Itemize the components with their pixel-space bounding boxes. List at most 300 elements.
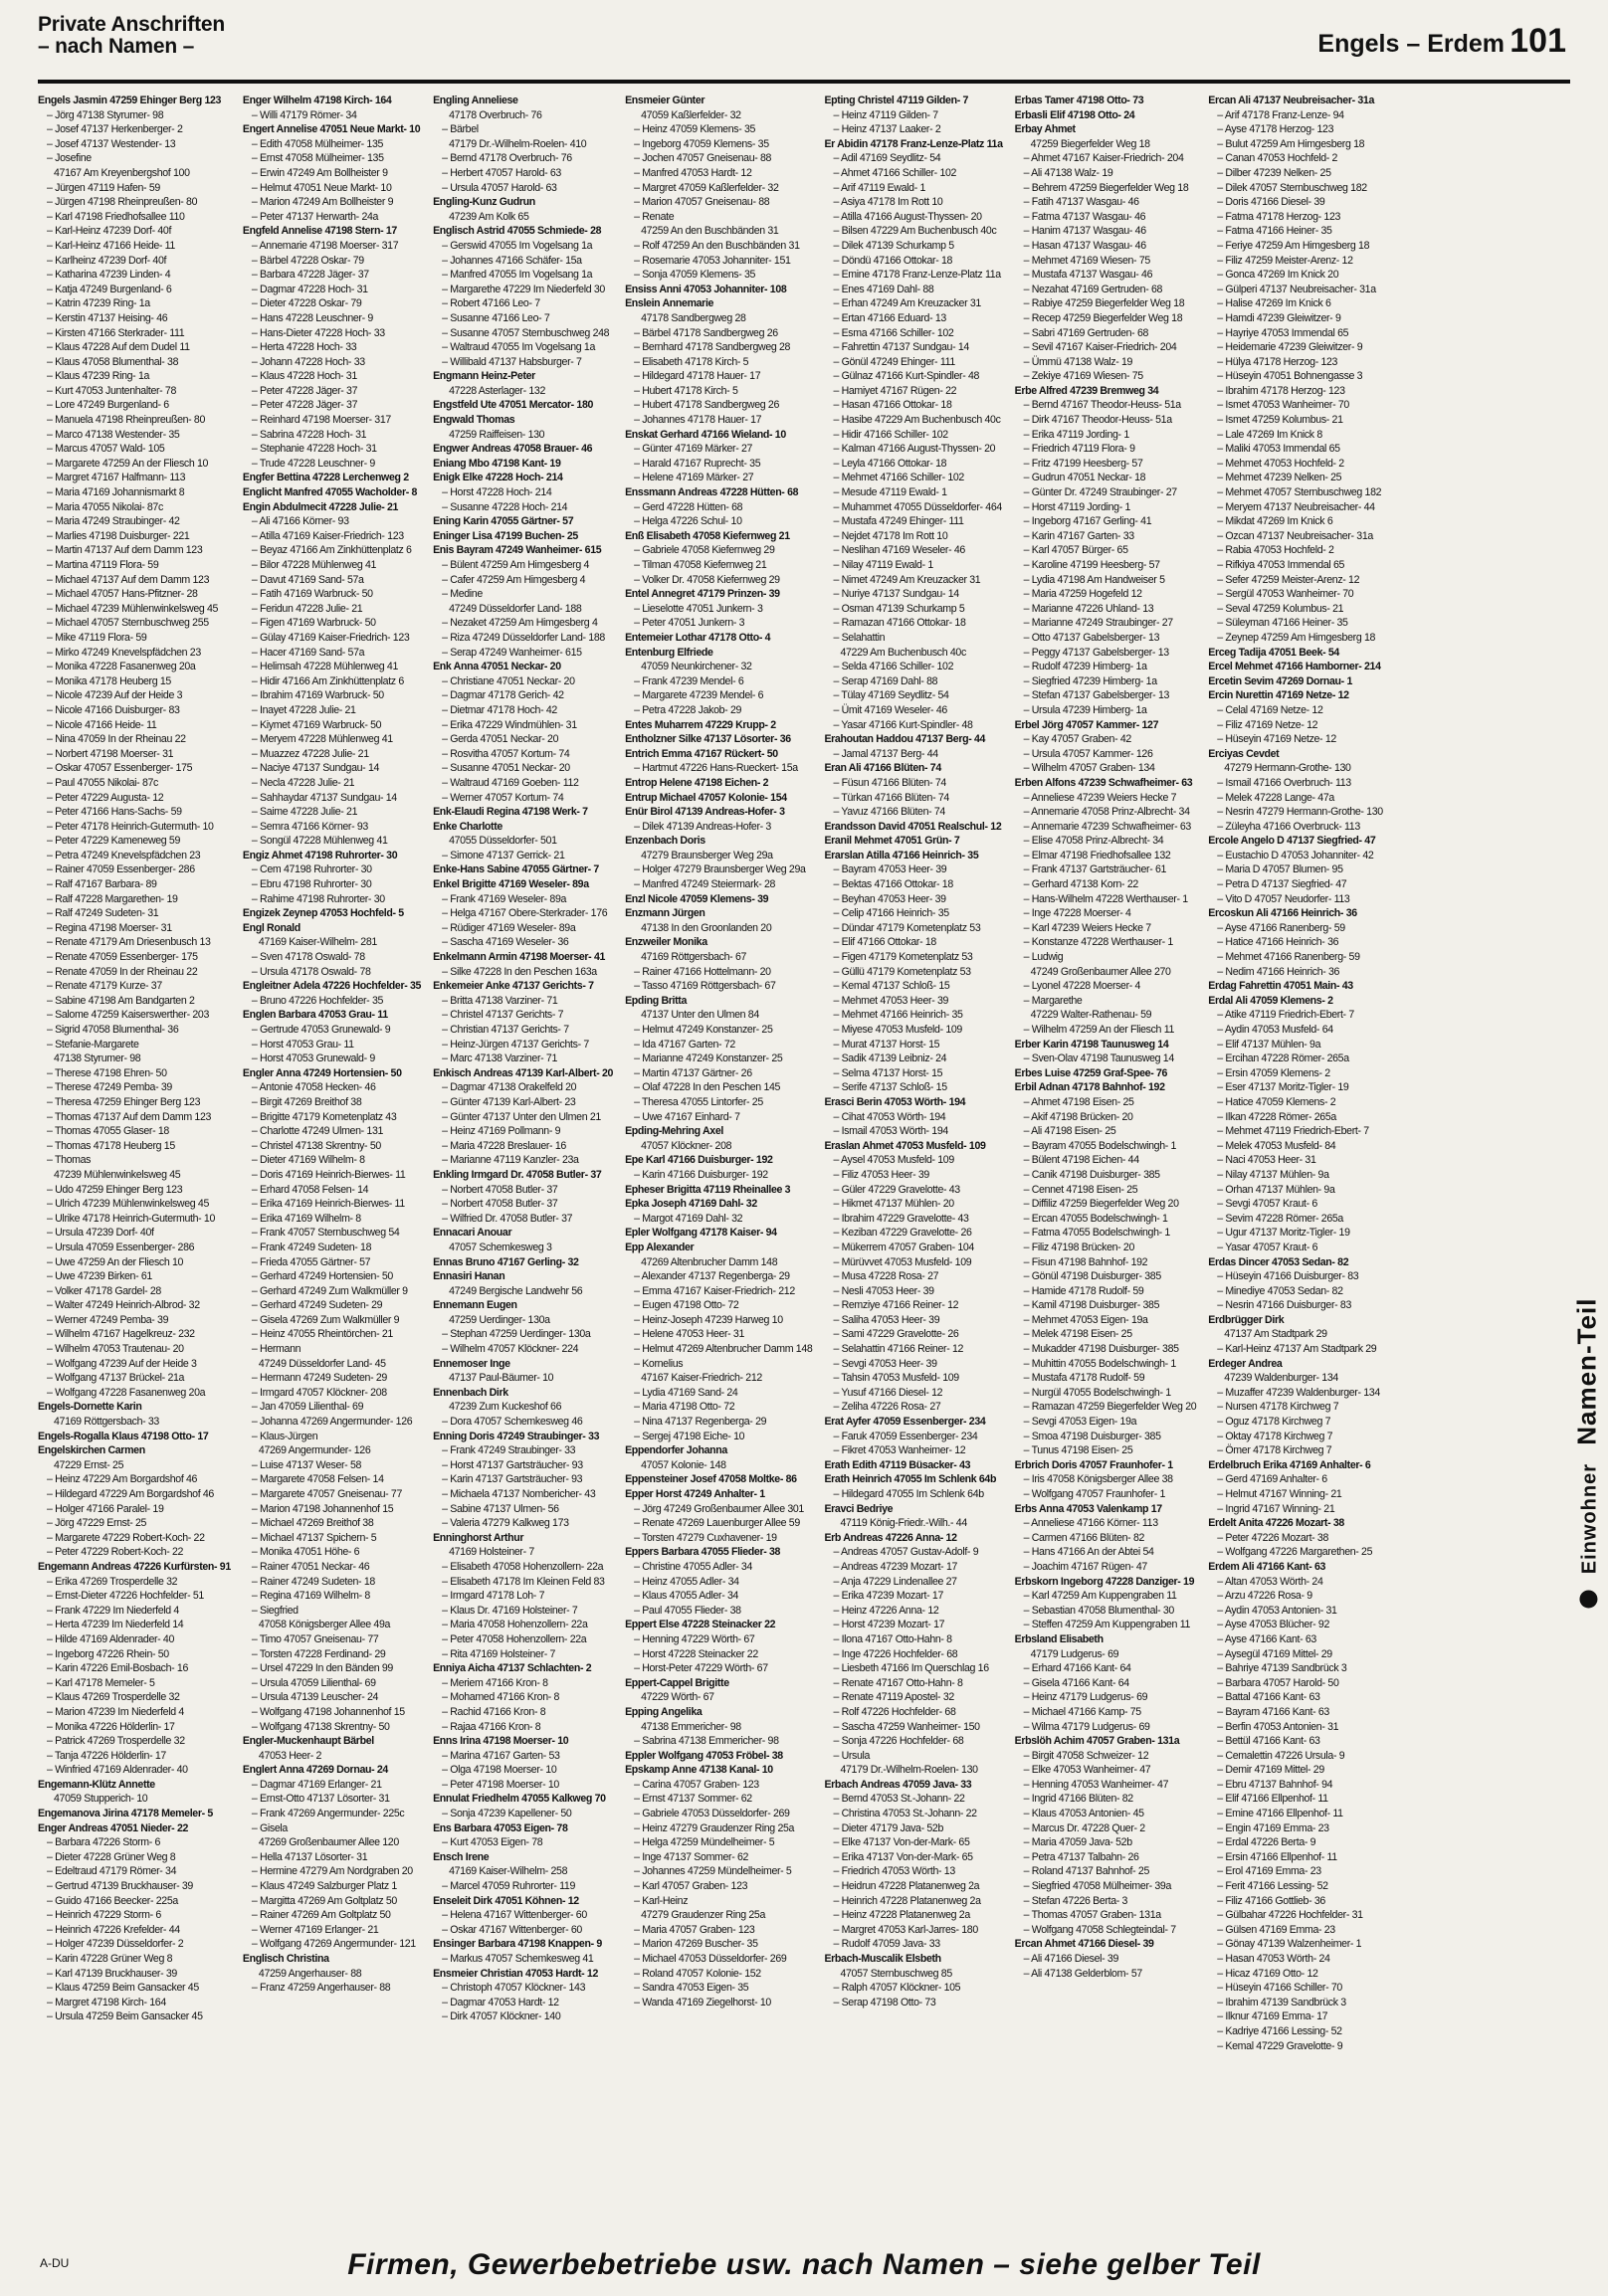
directory-entry: – Christiane 47051 Neckar- 20 [442, 674, 575, 687]
directory-entry: – Hasan 47053 Wörth- 24 [1217, 1953, 1330, 1965]
directory-entry: – Cemalettin 47226 Ursula- 9 [1217, 1749, 1345, 1762]
directory-entry: – Marco 47138 Westender- 35 [47, 428, 180, 441]
directory-entry: – Jörg 47138 Styrumer- 98 [47, 108, 164, 121]
directory-entry: Erbslöh Achim 47057 Graben- 131a [1014, 1735, 1180, 1748]
directory-entry: Erdem Ali 47166 Kant- 63 [1208, 1560, 1326, 1573]
directory-entry: Eppers Barbara 47055 Flieder- 38 [625, 1546, 781, 1559]
directory-entry: – Oskar 47057 Essenberger- 175 [47, 762, 193, 775]
directory-entry: – Gertrud 47139 Bruckhauser- 39 [47, 1880, 193, 1893]
directory-entry: Ensiss Anni 47053 Johanniter- 108 [625, 283, 787, 295]
directory-entry: – Mikdat 47269 Im Knick 6 [1217, 515, 1333, 528]
directory-entry: – Christel 47137 Gerichts- 7 [442, 1009, 564, 1022]
directory-entry: – Petra 47249 Knevelspfädchen 23 [47, 849, 201, 861]
directory-entry: 47138 Emmericher- 98 [641, 1720, 741, 1733]
directory-entry: 47229 Am Buchenbusch 40c [840, 646, 966, 659]
directory-entry: – Ahmet 47198 Eisen- 25 [1023, 1095, 1134, 1108]
directory-entry: – Willi 47179 Römer- 34 [251, 108, 357, 121]
directory-entry: – Filiz 47166 Gottlieb- 36 [1217, 1894, 1325, 1907]
directory-entry: – Selahattin [833, 631, 886, 644]
directory-entry: – Karl-Heinz 47137 Am Stadtpark 29 [1217, 1343, 1377, 1356]
directory-entry: – Hüseyin 47166 Schiller- 70 [1217, 1982, 1342, 1995]
directory-entry: – Ilona 47167 Otto-Hahn- 8 [833, 1632, 952, 1645]
directory-entry: Engleitner Adela 47226 Hochfelder- 35 [242, 980, 422, 993]
directory-entry: – Sven-Olav 47198 Taunusweg 14 [1023, 1052, 1174, 1065]
directory-entry: Engling-Kunz Gudrun [433, 196, 535, 209]
directory-entry: 47229 Walter-Rathenau- 59 [1030, 1009, 1152, 1022]
directory-entry: – Ahmet 47167 Kaiser-Friedrich- 204 [1023, 152, 1184, 165]
directory-entry: Engwald Thomas [433, 414, 515, 427]
directory-entry: 47259 Uerdinger- 130a [449, 1313, 550, 1326]
directory-entry: – Friedrich 47053 Wörth- 13 [833, 1865, 955, 1878]
directory-entry: – Maria 47228 Breslauer- 16 [442, 1139, 566, 1152]
directory-entry: – Erika 47169 Heinrich-Bierwes- 11 [251, 1198, 405, 1211]
directory-entry: – Petra 47228 Jakob- 29 [634, 703, 742, 716]
directory-entry: – Klaus 47055 Adler- 34 [634, 1590, 739, 1603]
directory-entry: Enis Bayram 47249 Wanheimer- 615 [433, 544, 602, 557]
directory-entry: Engelskirchen Carmen [38, 1444, 145, 1457]
directory-entry: 47269 Altenbrucher Damm 148 [641, 1255, 778, 1268]
directory-entry: – Susanne 47166 Leo- 7 [442, 311, 550, 324]
directory-entry: – Kirsten 47166 Sterkrader- 111 [47, 326, 185, 339]
directory-entry: – Ida 47167 Garten- 72 [634, 1038, 735, 1051]
directory-entry: – Michael 47053 Düsseldorfer- 269 [634, 1953, 787, 1965]
directory-entry: – Jan 47059 Lilienthal- 69 [251, 1401, 364, 1414]
directory-entry: – Ersin 47166 Ellpenhof- 11 [1217, 1850, 1337, 1863]
directory-entry: – Dieter 47228 Grüner Weg 8 [47, 1850, 176, 1863]
directory-entry: – Stephanie 47228 Hoch- 31 [251, 443, 377, 456]
directory-entry: – Wilhelm 47259 An der Fliesch 11 [1023, 1024, 1174, 1036]
directory-entry: – Peter 47058 Hohenzollern- 22a [442, 1632, 587, 1645]
directory-entry: – Ismail 47166 Overbruch- 113 [1217, 776, 1351, 789]
directory-entry: – Dirk 47167 Theodor-Heuss- 51a [1023, 414, 1172, 427]
directory-entry: – Güllü 47179 Kometenplatz 53 [833, 965, 971, 978]
directory-entry: – Lydia 47198 Am Handweiser 5 [1023, 573, 1165, 586]
directory-entry: – Smoa 47198 Duisburger- 385 [1023, 1430, 1161, 1442]
directory-entry: – Ernst-Dieter 47226 Hochfelder- 51 [47, 1590, 204, 1603]
directory-entry: – Elmar 47198 Friedhofsallee 132 [1023, 849, 1171, 861]
directory-entry: – Michaela 47137 Nombericher- 43 [442, 1488, 596, 1500]
directory-entry: – Oskar 47167 Wittenberger- 60 [442, 1923, 582, 1936]
directory-entry: – Ralf 47228 Margarethen- 19 [47, 892, 178, 905]
directory-entry: – Wilma 47179 Ludgerus- 69 [1023, 1720, 1150, 1733]
directory-entry: – Jochen 47057 Gneisenau- 88 [634, 152, 772, 165]
directory-entry: – Marianne 47249 Straubinger- 27 [1023, 617, 1173, 630]
directory-entry: – Manuela 47198 Rheinpreußen- 80 [47, 414, 206, 427]
directory-entry: – Filiz 47169 Netze- 12 [1217, 718, 1318, 731]
directory-entry: – Michael 47269 Breithof 38 [251, 1517, 374, 1530]
directory-entry: Eppensteiner Josef 47058 Moltke- 86 [625, 1473, 797, 1486]
directory-entry: Engemanova Jirina 47178 Memeler- 5 [38, 1808, 213, 1820]
directory-entry: – Willibald 47137 Habsburger- 7 [442, 355, 582, 368]
directory-entry: – Nesrin 47166 Duisburger- 83 [1217, 1299, 1351, 1312]
directory-entry: – Ingrid 47166 Blüten- 82 [1023, 1793, 1133, 1806]
directory-entry: Erbrich Doris 47057 Fraunhofer- 1 [1014, 1458, 1173, 1471]
directory-entry: – Margarete 47229 Robert-Koch- 22 [47, 1531, 205, 1544]
directory-entry: – Esma 47166 Schiller- 102 [833, 326, 954, 339]
directory-entry: – Ercan 47055 Bodelschwingh- 1 [1023, 1212, 1168, 1225]
directory-entry: – Hubert 47178 Sandbergweg 26 [634, 399, 779, 412]
directory-entry: – Füsun 47166 Blüten- 74 [833, 776, 946, 789]
directory-entry: – Sevgi 47053 Eigen- 19a [1023, 1416, 1137, 1429]
directory-entry: – Canan 47053 Hochfeld- 2 [1217, 152, 1338, 165]
directory-entry: – Peter 47228 Jäger- 37 [251, 399, 358, 412]
directory-entry: – Ali 47198 Eisen- 25 [1023, 1125, 1116, 1138]
directory-entry: – Rudolf 47059 Java- 33 [833, 1938, 940, 1951]
directory-entry: – Ibrahim 47139 Sandbrück 3 [1217, 1996, 1346, 2009]
directory-entry: – Gönay 47139 Walzenheimer- 1 [1217, 1938, 1362, 1951]
directory-entry: – Bayram 47053 Heer- 39 [833, 863, 947, 876]
directory-entry: – Werner 47057 Kortum- 74 [442, 791, 564, 804]
directory-entry: Ennacari Anouar [433, 1227, 512, 1240]
directory-entry: – Fisun 47198 Bahnhof- 192 [1023, 1255, 1148, 1268]
directory-entry: Engler Anna 47249 Hortensien- 50 [242, 1066, 402, 1079]
directory-entry: – Elisabeth 47058 Hohenzollern- 22a [442, 1560, 604, 1573]
directory-entry: – Renate 47179 Kurze- 37 [47, 980, 162, 993]
directory-entry: – Dagmar 47169 Erlanger- 21 [251, 1778, 382, 1791]
directory-entry: – Frieda 47055 Gärtner- 57 [251, 1255, 371, 1268]
directory-entry: – Heinz 47179 Ludgerus- 69 [1023, 1691, 1148, 1704]
directory-entry: – Maria 47057 Graben- 123 [634, 1923, 755, 1936]
directory-entry: – Robert 47166 Leo- 7 [442, 297, 540, 310]
page-number: 101 [1509, 22, 1566, 60]
directory-entry: – Salome 47259 Kaiserswerther- 203 [47, 1009, 209, 1022]
directory-entry: – Bruno 47226 Hochfelder- 35 [251, 994, 384, 1007]
directory-entry: 47137 Am Stadtpark 29 [1224, 1328, 1327, 1341]
directory-entry: – Mirko 47249 Knevelspfädchen 23 [47, 646, 201, 659]
directory-entry: – Yavuz 47166 Blüten- 74 [833, 806, 945, 819]
directory-entry: 47279 Hermann-Grothe- 130 [1224, 762, 1351, 775]
directory-entry: – Lieselotte 47051 Junkern- 3 [634, 602, 763, 615]
directory-entry: – Günter 47137 Unter den Ulmen 21 [442, 1110, 601, 1123]
directory-entry: Erbas Tamer 47198 Otto- 73 [1014, 95, 1144, 106]
directory-entry: – Werner 47249 Pemba- 39 [47, 1313, 169, 1326]
directory-entry: Enger Andreas 47051 Nieder- 22 [38, 1821, 189, 1834]
directory-entry: Engling Anneliese [433, 95, 518, 106]
directory-entry: – Michael 47137 Spichern- 5 [251, 1531, 377, 1544]
directory-entry: Enk-Elaudi Regina 47198 Werk- 7 [433, 806, 588, 819]
directory-entry: 47249 Bergische Landwehr 56 [449, 1284, 583, 1297]
directory-entry: – Bektas 47166 Ottokar- 18 [833, 878, 953, 891]
directory-entry: Ercole Angelo D 47137 Siegfried- 47 [1208, 835, 1376, 848]
directory-entry: – Mehmet 47053 Eigen- 19a [1023, 1313, 1148, 1326]
directory-entry: – Michael 47137 Auf dem Damm 123 [47, 573, 210, 586]
directory-entry: – Frank 47249 Straubinger- 33 [442, 1444, 576, 1457]
directory-entry: – Aysegül 47169 Mittel- 29 [1217, 1647, 1332, 1660]
directory-entry: – Helga 47259 Mündelheimer- 5 [634, 1836, 775, 1849]
directory-entry: – Jörg 47229 Ernst- 25 [47, 1517, 147, 1530]
directory-entry: – Birgit 47269 Breithof 38 [251, 1095, 362, 1108]
directory-entry: – Gabriele 47058 Kiefernweg 29 [634, 544, 775, 557]
directory-entry: – Johannes 47259 Mündelheimer- 5 [634, 1865, 792, 1878]
directory-entry: – Bayram 47166 Kant- 63 [1217, 1705, 1329, 1718]
directory-entry: – Mehmet 47239 Nelken- 25 [1217, 472, 1342, 484]
directory-entry: – Kadriye 47166 Lessing- 52 [1217, 2024, 1342, 2037]
directory-entry: – Tunus 47198 Eisen- 25 [1023, 1444, 1133, 1457]
directory-entry: – Helimsah 47228 Mühlenweg 41 [251, 661, 398, 673]
directory-entry: – Davut 47169 Sand- 57a [251, 573, 364, 586]
directory-entry: – Marianne 47226 Uhland- 13 [1023, 602, 1154, 615]
directory-entry: – Margret 47059 Kaßlerfelder- 32 [634, 181, 779, 194]
directory-entry: – Bulut 47259 Am Himgesberg 18 [1217, 137, 1365, 150]
directory-entry: – Atike 47119 Friedrich-Ebert- 7 [1217, 1009, 1354, 1022]
directory-entry: Epper Horst 47249 Anhalter- 1 [625, 1488, 765, 1500]
directory-entry: – Gönül 47249 Ehinger- 111 [833, 355, 955, 368]
directory-entry: – Marion 47249 Am Bollheister 9 [251, 196, 394, 209]
directory-entry: – Gerhard 47249 Zum Walkmüller 9 [251, 1284, 408, 1297]
directory-entry: – Günter 47169 Märker- 27 [634, 443, 753, 456]
directory-entry: – Dietmar 47178 Hoch- 42 [442, 703, 557, 716]
directory-entry: – Trude 47228 Leuschner- 9 [251, 457, 375, 470]
directory-entry: – Marcus 47057 Wald- 105 [47, 443, 165, 456]
directory-entry: – Ayse 47166 Kant- 63 [1217, 1632, 1316, 1645]
directory-entry: – Berfin 47053 Antonien- 31 [1217, 1720, 1339, 1733]
directory-entry: – Heinrich 47228 Platanenweg 2a [833, 1894, 981, 1907]
directory-entry: – Klaus 47058 Blumenthal- 38 [47, 355, 179, 368]
directory-entry: – Karin 47167 Garten- 33 [1023, 529, 1134, 542]
directory-entry: – Emine 47178 Franz-Lenze-Platz 11a [833, 269, 1001, 282]
directory-entry: – Heinz 47059 Klemens- 35 [634, 123, 756, 136]
directory-entry: – Rainer 47166 Hottelmann- 20 [634, 965, 771, 978]
directory-entry: 47228 Asterlager- 132 [449, 384, 545, 397]
directory-entry: – Süleyman 47166 Heiner- 35 [1217, 617, 1348, 630]
directory-entry: – Siegfried 47239 Himberg- 1a [1023, 674, 1157, 687]
directory-entry: – Jürgen 47119 Hafen- 59 [47, 181, 160, 194]
directory-entry: – Jürgen 47198 Rheinpreußen- 80 [47, 196, 198, 209]
directory-entry: – Engin 47169 Emma- 23 [1217, 1821, 1329, 1834]
directory-entry: – Marianne 47249 Konstanzer- 25 [634, 1052, 783, 1065]
directory-entry: – Kornelius [634, 1357, 684, 1370]
directory-entry: – Beyhan 47053 Heer- 39 [833, 892, 946, 905]
directory-entry: – Horst 47053 Grunewald- 9 [251, 1052, 375, 1065]
directory-entry: – Serap 47249 Wanheimer- 615 [442, 646, 582, 659]
directory-entry: – Naciye 47137 Sundgau- 14 [251, 762, 380, 775]
directory-entry: – Helmut 47249 Konstanzer- 25 [634, 1024, 773, 1036]
directory-entry: – Carmen 47166 Blüten- 82 [1023, 1531, 1145, 1544]
directory-entry: – Dirk 47057 Klöckner- 140 [442, 2010, 561, 2023]
directory-entry: – Elif 47166 Ottokar- 18 [833, 936, 936, 949]
directory-entry: – Ibrahim 47229 Gravelotte- 43 [833, 1212, 969, 1225]
directory-entry: – Marion 47057 Gneisenau- 88 [634, 196, 770, 209]
directory-entry: – Erika 47137 Von-der-Mark- 65 [833, 1850, 973, 1863]
directory-entry: – Ursula 47057 Kammer- 126 [1023, 747, 1153, 760]
directory-entry: – Ingeborg 47226 Rhein- 50 [47, 1647, 169, 1660]
directory-entry: – Bülent 47198 Eichen- 44 [1023, 1154, 1139, 1167]
directory-entry: – Katrin 47239 Ring- 1a [47, 297, 150, 310]
directory-columns [38, 94, 1510, 2217]
directory-entry: – Renate 47059 Essenberger- 175 [47, 951, 198, 964]
directory-entry: – Horst 47137 Gartsträucher- 93 [442, 1458, 583, 1471]
directory-entry: – Therese 47198 Ehren- 50 [47, 1066, 167, 1079]
directory-entry: – Sadik 47139 Leibniz- 24 [833, 1052, 947, 1065]
directory-entry: – Döndü 47166 Ottokar- 18 [833, 254, 953, 267]
directory-entry: 47179 Ludgerus- 69 [1030, 1647, 1119, 1660]
directory-entry: Eniang Mbo 47198 Kant- 19 [433, 457, 561, 470]
directory-entry: – Edith 47058 Mülheimer- 135 [251, 137, 384, 150]
directory-entry: – Klaus-Jürgen [251, 1430, 318, 1442]
directory-entry: – Zeliha 47226 Rosa- 27 [833, 1401, 941, 1414]
directory-entry: – Sevgi 47053 Heer- 39 [833, 1357, 937, 1370]
directory-entry: – Ursula 47057 Harold- 63 [442, 181, 557, 194]
directory-entry: – Renate [634, 210, 675, 223]
directory-entry: – Josef 47137 Westender- 13 [47, 137, 176, 150]
directory-entry: Epe Karl 47166 Duisburger- 192 [625, 1154, 773, 1167]
directory-entry: – Dündar 47179 Kometenplatz 53 [833, 921, 981, 934]
header-rule [38, 80, 1570, 84]
directory-entry: – Erdal 47226 Berta- 9 [1217, 1836, 1316, 1849]
directory-entry: – Erhard 47166 Kant- 64 [1023, 1662, 1131, 1675]
directory-entry: 47239 Am Kolk 65 [449, 210, 529, 223]
directory-entry: – Holger 47279 Braunsberger Weg 29a [634, 863, 806, 876]
directory-entry: – Wilhelm 47167 Hagelkreuz- 232 [47, 1328, 195, 1341]
directory-entry: – Waltraud 47169 Goeben- 112 [442, 776, 579, 789]
directory-entry: – Fatma 47055 Bodelschwingh- 1 [1023, 1227, 1170, 1240]
directory-entry: Entrop Helene 47198 Eichen- 2 [625, 776, 769, 789]
directory-entry: Ensinger Barbara 47198 Knappen- 9 [433, 1938, 602, 1951]
directory-entry: – Lale 47269 Im Knick 8 [1217, 428, 1322, 441]
directory-entry: – Anneliese 47239 Weiers Hecke 7 [1023, 791, 1177, 804]
directory-entry: – Paul 47055 Flieder- 38 [634, 1604, 741, 1617]
directory-entry: – Martina 47119 Flora- 59 [47, 559, 159, 571]
directory-entry: 47057 Sternbuschweg 85 [840, 1967, 952, 1980]
directory-entry: – Helga 47167 Obere-Sterkrader- 176 [442, 907, 608, 920]
directory-entry: – Ibrahim 47178 Herzog- 123 [1217, 384, 1345, 397]
directory-entry: – Liesbeth 47166 Im Querschlag 16 [833, 1662, 989, 1675]
directory-entry: Enigk Elke 47228 Hoch- 214 [433, 472, 563, 484]
directory-entry: – Ismail 47053 Wörth- 194 [833, 1125, 948, 1138]
directory-entry: – Wolfgang 47239 Auf der Heide 3 [47, 1357, 197, 1370]
directory-entry: – Britta 47138 Varziner- 71 [442, 994, 558, 1007]
directory-entry: – Sascha 47259 Wanheimer- 150 [833, 1720, 980, 1733]
directory-entry: – Gerda 47051 Neckar- 20 [442, 733, 559, 746]
directory-entry: – Susanne 47051 Neckar- 20 [442, 762, 570, 775]
directory-entry: Ennenbach Dirk [433, 1386, 508, 1399]
directory-entry: – Karl 47178 Memeler- 5 [47, 1676, 155, 1689]
directory-entry: – Lydia 47169 Sand- 24 [634, 1386, 738, 1399]
bullet-dot-icon [1580, 1590, 1598, 1608]
directory-entry: – Wanda 47169 Ziegelhorst- 10 [634, 1996, 771, 2009]
directory-entry: – Emma 47167 Kaiser-Friedrich- 212 [634, 1284, 795, 1297]
directory-entry: Enke-Hans Sabine 47055 Gärtner- 7 [433, 863, 599, 876]
directory-entry: – Hans 47228 Leuschner- 9 [251, 311, 373, 324]
directory-entry: – Rabia 47053 Hochfeld- 2 [1217, 544, 1334, 557]
directory-entry: – Erika 47169 Wilhelm- 8 [251, 1212, 361, 1225]
directory-entry: – Nedim 47166 Heinrich- 36 [1217, 965, 1340, 978]
directory-entry: – Inayet 47228 Julie- 21 [251, 703, 356, 716]
directory-entry: – Thomas 47178 Heuberg 15 [47, 1139, 175, 1152]
directory-entry: Erat Ayfer 47059 Essenberger- 234 [824, 1416, 986, 1429]
directory-entry: – Filiz 47198 Brücken- 20 [1023, 1241, 1135, 1253]
directory-entry: – Ernst 47058 Mülheimer- 135 [251, 152, 384, 165]
directory-entry: – Monika 47226 Hölderlin- 17 [47, 1720, 175, 1733]
directory-entry: – Dagmar 47178 Gerich- 42 [442, 689, 564, 702]
directory-entry: – Mehmet 47053 Hochfeld- 2 [1217, 457, 1344, 470]
directory-entry: – Christoph 47057 Klöckner- 143 [442, 1982, 586, 1995]
directory-entry: – Helena 47167 Wittenberger- 60 [442, 1909, 587, 1922]
directory-entry: 47059 Stupperich- 10 [54, 1793, 148, 1806]
directory-entry: Enssmann Andreas 47228 Hütten- 68 [625, 486, 799, 499]
directory-entry: – Marianne 47119 Kanzler- 23a [442, 1154, 579, 1167]
directory-column-5 [824, 94, 1002, 2217]
directory-entry: – Rainer 47051 Neckar- 46 [251, 1560, 370, 1573]
directory-entry: – Frank 47229 Im Niederfeld 4 [47, 1604, 179, 1617]
directory-entry: – Kurt 47053 Juntenhalter- 78 [47, 384, 177, 397]
directory-entry: – Hilde 47169 Aldenrader- 40 [47, 1632, 175, 1645]
directory-entry: – Klaus 47269 Trosperdelle 32 [47, 1691, 180, 1704]
directory-entry: – Marcus Dr. 47228 Quer- 2 [1023, 1821, 1145, 1834]
directory-entry: – Erhard 47058 Felsen- 14 [251, 1183, 369, 1196]
directory-entry: – Ismet 47053 Wanheimer- 70 [1217, 399, 1349, 412]
directory-entry: – Ömer 47178 Kirchweg 7 [1217, 1444, 1332, 1457]
directory-entry: – Erwin 47249 Am Bollheister 9 [251, 166, 388, 179]
directory-entry: – Stefanie-Margarete [47, 1038, 139, 1051]
directory-entry: – Naci 47053 Heer- 31 [1217, 1154, 1316, 1167]
directory-entry: Epskamp Anne 47138 Kanal- 10 [625, 1764, 773, 1777]
directory-entry: – Horst 47239 Mozart- 17 [833, 1619, 945, 1631]
directory-entry: – Canik 47198 Duisburger- 385 [1023, 1168, 1160, 1181]
directory-entry: – Elise 47058 Prinz-Albrecht- 34 [1023, 835, 1164, 848]
directory-entry: – Klaus 47228 Auf dem Dudel 11 [47, 341, 190, 354]
directory-entry: – Holger 47166 Paralel- 19 [47, 1502, 164, 1515]
directory-entry: – Gonca 47269 Im Knick 20 [1217, 269, 1339, 282]
directory-entry: – Selma 47137 Horst- 15 [833, 1066, 943, 1079]
directory-entry: – Stefan 47226 Berta- 3 [1023, 1894, 1128, 1907]
directory-entry: Ensmeier Günter [625, 95, 705, 106]
directory-entry: – Eugen 47198 Otto- 72 [634, 1299, 739, 1312]
directory-entry: – Muazzez 47228 Julie- 21 [251, 747, 369, 760]
directory-entry: – Margret 47053 Karl-Jarres- 180 [833, 1923, 978, 1936]
directory-entry: 47138 Styrumer- 98 [54, 1052, 141, 1065]
directory-entry: – Gerd 47169 Anhalter- 6 [1217, 1473, 1327, 1486]
directory-entry: – Melek 47198 Eisen- 25 [1023, 1328, 1132, 1341]
directory-entry: – Bernd 47053 St.-Johann- 22 [833, 1793, 965, 1806]
directory-entry: – Serife 47137 Schloß- 15 [833, 1081, 947, 1094]
directory-entry: – Cihat 47053 Wörth- 194 [833, 1110, 946, 1123]
directory-entry: – Inge 47226 Hochfelder- 68 [833, 1647, 958, 1660]
directory-entry: – Margret 47198 Kirch- 164 [47, 1996, 166, 2009]
directory-entry: – Margarete 47259 An der Fliesch 10 [47, 457, 209, 470]
directory-entry: – Reinhard 47198 Moerser- 317 [251, 414, 391, 427]
directory-entry: Enkel Brigitte 47169 Weseler- 89a [433, 878, 589, 891]
directory-entry: Erbskorn Ingeborg 47228 Danziger- 19 [1014, 1575, 1195, 1588]
directory-entry: – Karl-Heinz 47239 Dorf- 40f [47, 225, 172, 238]
header-range: Engels – Erdem [1317, 30, 1505, 58]
directory-entry: – Margitta 47269 Am Goltplatz 50 [251, 1894, 397, 1907]
directory-entry: – Susanne 47228 Hoch- 214 [442, 500, 568, 513]
directory-entry: – Walter 47249 Heinrich-Albrod- 32 [47, 1299, 200, 1312]
directory-entry: – Manfred 47053 Hardt- 12 [634, 166, 752, 179]
directory-entry: Erbasli Elif 47198 Otto- 24 [1014, 108, 1135, 121]
directory-entry: – Ümmü 47138 Walz- 19 [1023, 355, 1133, 368]
directory-entry: Eppler Wolfgang 47053 Fröbel- 38 [625, 1749, 783, 1762]
directory-entry: Engstfeld Ute 47051 Mercator- 180 [433, 399, 594, 412]
directory-entry: – Dieter 47228 Oskar- 79 [251, 297, 362, 310]
directory-entry: – Fatma 47178 Herzog- 123 [1217, 210, 1341, 223]
directory-entry: 47053 Heer- 2 [258, 1749, 322, 1762]
directory-entry: – Kemal 47137 Schloß- 15 [833, 980, 950, 993]
directory-entry: – Ramazan 47166 Ottokar- 18 [833, 617, 966, 630]
directory-column-4 [625, 94, 812, 2217]
directory-entry: Engemann Andreas 47226 Kurfürsten- 91 [38, 1560, 231, 1573]
directory-entry: 47249 Düsseldorfer Land- 188 [449, 602, 582, 615]
directory-entry: – Renate 47269 Lauenburger Allee 59 [634, 1517, 800, 1530]
directory-entry: 47059 Neunkirchener- 32 [641, 661, 752, 673]
directory-entry: 47167 Am Kreyenbergshof 100 [54, 166, 190, 179]
directory-entry: – Renate 47167 Otto-Hahn- 8 [833, 1676, 963, 1689]
directory-entry: – Gülsen 47169 Emma- 23 [1217, 1923, 1335, 1936]
directory-entry: – Monika 47051 Höhe- 6 [251, 1546, 360, 1559]
directory-entry: – Nicole 47166 Duisburger- 83 [47, 703, 180, 716]
directory-entry: Erandsson David 47051 Realschul- 12 [824, 820, 1002, 833]
